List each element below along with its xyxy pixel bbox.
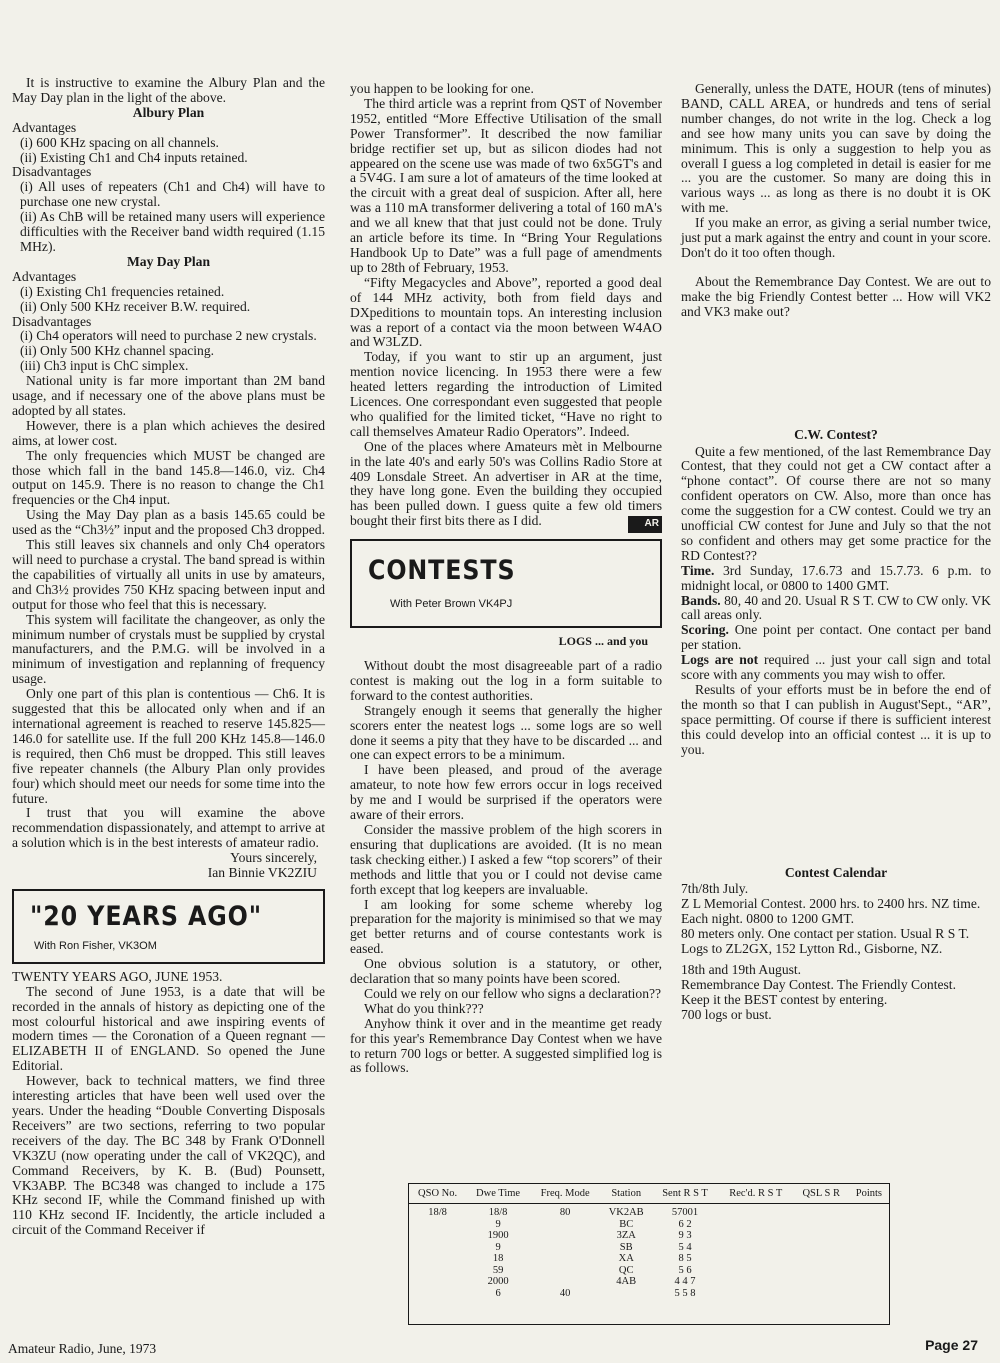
table-cell <box>794 1242 849 1254</box>
mayday-adv-item: (ii) Only 500 KHz receiver B.W. required. <box>20 298 251 314</box>
log-header-cell: QSO No. <box>409 1184 466 1204</box>
table-row <box>409 1242 889 1254</box>
table-cell: 18 <box>492 1253 504 1264</box>
mayday-dis-item: (ii) Only 500 KHz channel spacing. <box>20 343 215 359</box>
logs-label: Logs are not <box>681 652 759 668</box>
table-cell <box>849 1276 889 1288</box>
logs-paragraph: I am looking for some scheme whereby log preparation for the majority is minimised so that we may get better returns and of course contestants work is eased. <box>350 896 662 957</box>
table-cell: 3ZA <box>616 1230 636 1241</box>
twenty-paragraph: However, back to technical matters, we find three interesting articles that have been well used over the years. Under the heading “Double Converting Disposals Receivers” are two sections, referring to two popular receivers of the day. The BC 348 by Frank O'Donnell VK3ZU (now operating under the call of VK2QC), and Command Receivers, by K. B. (Bud) Pounsett, VK3ABP. The BC348 was changed to include a 175 KHz second IF, while the Command finished up with 110 KHz second IF. Incidently, the article included a circuit of the Command Receiver if <box>12 1073 325 1238</box>
logs-paragraph: Strangely enough it seems that generally the higher scorers enter the neatest logs ... some logs are so well done it seems a pity that they have to be discarded ... and one can expect errors to be a minimum. <box>350 702 662 763</box>
table-row <box>409 1219 889 1231</box>
suggested-log-table <box>408 1183 890 1325</box>
bands-text: 80, 40 and 20. Usual R S T. CW to CW only. VK call areas only. <box>681 592 991 623</box>
log-header-cell: Sent R S T <box>652 1184 718 1204</box>
contests-byline: With Peter Brown VK4PJ <box>390 598 513 611</box>
table-cell <box>794 1219 849 1231</box>
table-cell: SB <box>619 1241 633 1253</box>
contests-box <box>350 539 662 628</box>
intro-paragraph: It is instructive to examine the Albury Plan and the May Day plan in the light of the above. <box>12 75 325 105</box>
table-cell <box>794 1276 849 1288</box>
table-cell: 5 4 <box>678 1241 692 1253</box>
table-cell: 9 <box>495 1241 501 1253</box>
table-cell: 4AB <box>616 1276 637 1287</box>
calendar-line: 18th and 19th August. <box>681 961 802 977</box>
log-header-cell: Rec'd. R S T <box>718 1184 794 1204</box>
table-cell <box>794 1204 849 1219</box>
mayday-disadvantages-label: Disadvantages <box>12 313 92 329</box>
log-header-cell: Points <box>849 1184 889 1204</box>
twenty-paragraph: The second of June 1953, is a date that will be recorded in the annals of history as depicting one of the most colourful historical and awe inspiring events of modern times — the Coronation of a Queen regnant — ELIZABETH II of ENGLAND. So opened the June Editorial. <box>12 983 325 1074</box>
table-cell: XA <box>618 1253 634 1264</box>
table-row <box>409 1276 889 1288</box>
table-row <box>409 1230 889 1242</box>
table-cell <box>530 1230 600 1242</box>
table-cell <box>794 1230 849 1242</box>
table-cell <box>794 1288 849 1300</box>
contest-calendar-heading: Contest Calendar <box>784 864 888 880</box>
table-cell <box>718 1265 794 1277</box>
body-paragraph: This still leaves six channels and only Ch4 operators will need to purchase a crystal. The band spread is within the capabilities of virtually all units in use by amateurs, and Ch3½ provides 750 KHz spacing between input and output for those who feel that this is necessary. <box>12 537 325 612</box>
albury-advantages-label: Advantages <box>12 119 77 135</box>
table-row <box>409 1265 889 1277</box>
table-cell: 4 4 7 <box>674 1276 696 1287</box>
table-cell: 1900 <box>487 1230 509 1241</box>
ar-logo-icon: AR <box>628 516 662 533</box>
body-paragraph: Only one part of this plan is contentious — Ch6. It is suggested that this be allocated only when and if an international agreement is reached to reserve 145.825—146.0 for satellite use. If the full 200 KHz 145.8—146.0 is required, then Ch6 must be dropped. This still leaves five repeater channels (the Albury Plan only provides four) which should meet our needs for some time into the future. <box>12 686 325 806</box>
scoring-line <box>681 623 991 653</box>
table-cell <box>409 1265 466 1277</box>
log-header-cell: Freq. Mode <box>530 1184 600 1204</box>
table-cell <box>718 1276 794 1288</box>
table-row <box>409 1253 889 1265</box>
logs-paragraph: Without doubt the most disagreeable part of a radio contest is making out the log in a form suitable to forward to the contest authorities. <box>350 658 662 703</box>
table-cell: 5 5 8 <box>674 1287 696 1299</box>
body-paragraph: “Fifty Megacycles and Above”, reported a good deal of 144 MHz activity, both from field days and DXpeditions to mountain tops. An interesting inclusion was a report of a contact via the moon between W4AO and W3LZD. <box>350 274 662 350</box>
albury-plan-heading: Albury Plan <box>132 104 205 120</box>
albury-disadvantages-label: Disadvantages <box>12 164 92 180</box>
table-cell: 5 6 <box>678 1264 692 1276</box>
body-paragraph: I trust that you will examine the above recommendation dispassionately, and attempt to arrive at a solution which is in the best interests of amateur radio. <box>12 805 325 851</box>
table-cell <box>849 1204 889 1219</box>
body-paragraph: Using the May Day plan as a basis 145.65 could be used as the “Ch3½” input and the proposed Ch3 dropped. <box>12 507 325 538</box>
table-cell: 8 5 <box>678 1253 692 1264</box>
twenty-years-heading: TWENTY YEARS AGO, JUNE 1953. <box>12 968 223 984</box>
table-cell <box>718 1253 794 1265</box>
albury-adv-item: (i) 600 KHz spacing on all channels. <box>20 134 219 150</box>
calendar-line: Each night. 0800 to 1200 GMT. <box>681 911 855 927</box>
table-cell <box>849 1265 889 1277</box>
body-paragraph: The third article was a reprint from QST of November 1952, entitled “More Effective Utilisation of the small Power Transformer”. It described the now familiar bridge rectifier set up, but as silicon diodes had not appeared on the scene use was made of two 6x5GT's and a 5V4G. I am sure a lot of amateurs of the time looked at the circuit with a great deal of suspicion. After all, here was a 110 mA transformer delivering a total of 160 mA's and we all knew that that just could not be done. Truly an article before its time. In “Bring Your Regulations Handbook Up to Date” was a full page of amendments up to 28th of February, 1953. <box>350 95 662 275</box>
table-cell <box>530 1265 600 1277</box>
calendar-line: 700 logs or bust. <box>681 1006 772 1022</box>
continued-line: you happen to be looking for one. <box>350 81 534 96</box>
table-cell <box>718 1242 794 1254</box>
calendar-line: Z L Memorial Contest. 2000 hrs. to 2400 hrs. NZ time. <box>681 896 981 912</box>
twenty-years-ago-title: "20 YEARS AGO" <box>30 900 263 932</box>
table-cell: QC <box>618 1264 634 1276</box>
column-1 <box>12 76 325 1238</box>
twenty-years-ago-byline: With Ron Fisher, VK3OM <box>34 939 157 952</box>
twenty-years-ago-box <box>12 889 325 964</box>
calendar-line: 7th/8th July. <box>681 881 749 897</box>
logs-line <box>681 653 991 683</box>
logs-paragraph: Could we rely on our fellow who signs a declaration?? <box>364 985 662 1001</box>
albury-dis-item: (ii) As ChB will be retained many users will experience difficulties with the Receiver band width required (1.15 MHz). <box>20 209 325 254</box>
body-paragraph: The only frequencies which MUST be changed are those which fall in the band 145.8—146.0, viz. Ch4 output on 145.9. There is no reason to change the Ch1 frequencies or the Ch4 input. <box>12 447 325 508</box>
calendar-line: 80 meters only. One contact per station. Usual R S T. <box>681 926 970 942</box>
scoring-text: One point per contact. One contact per band per station. <box>681 622 991 653</box>
signature: Ian Binnie VK2ZIU <box>207 865 317 881</box>
body-paragraph: If you make an error, as giving a serial number twice, just put a mark against the entry and count in your score. Don't do it too often though. <box>681 215 991 260</box>
table-cell: 2000 <box>487 1276 509 1287</box>
body-paragraph: This system will facilitate the changeover, as only the minimum number of crystals must be supplied by crystal manufacturers, and the P.M.G. will be involved in a minimum of investigation and replanning of frequency usage. <box>12 611 325 687</box>
table-cell <box>409 1288 466 1300</box>
table-cell <box>409 1276 466 1288</box>
logs-paragraph: I have been pleased, and proud of the average amateur, to note how few errors occur in logs received by me and I would be surprised if the operators were aware of their errors. <box>350 762 662 823</box>
albury-adv-item: (ii) Existing Ch1 and Ch4 inputs retained. <box>20 149 248 165</box>
log-table <box>409 1184 889 1299</box>
body-paragraph: Today, if you want to stir up an argument, just mention novice licencing. In 1953 there were a few heated letters regarding the introduction of Limited Licences. One correspondant even suggested that people who qualified for the limited ticket, “Have no right to call themselves Amateur Radio Operators”. Indeed. <box>350 349 662 439</box>
scoring-label: Scoring. <box>681 622 729 638</box>
table-cell: 18/8 <box>428 1207 447 1218</box>
logs-heading: LOGS ... and you <box>558 634 648 649</box>
mayday-dis-item: (iii) Ch3 input is ChC simplex. <box>20 358 189 374</box>
cw-contest-heading: C.W. Contest? <box>794 426 878 442</box>
table-cell: 9 3 <box>678 1230 692 1241</box>
column-3 <box>681 82 991 1023</box>
table-cell <box>794 1265 849 1277</box>
table-cell: 59 <box>492 1264 504 1276</box>
calendar-line: Remembrance Day Contest. The Friendly Contest. <box>681 976 956 992</box>
table-cell: 57001 <box>671 1207 699 1218</box>
log-header-cell: QSL S R <box>794 1184 849 1204</box>
bands-label: Bands. <box>681 592 721 608</box>
table-cell <box>530 1276 600 1288</box>
table-cell: 40 <box>559 1287 571 1299</box>
time-label: Time. <box>681 562 715 578</box>
logs-paragraph: Anyhow think it over and in the meantime get ready for this year's Remembrance Day Contest when we have to return 700 logs or better. A suggested simplified log is as follows. <box>350 1015 662 1076</box>
table-cell <box>718 1204 794 1219</box>
logs-paragraph: Consider the massive problem of the high scorers in ensuring that duplications are avoided. (It is no mean task checking either.) I asked a few “top scorers” of their methods and little that you or I could not devise came forth except that log keepers are invaluable. <box>350 821 662 897</box>
table-cell <box>849 1230 889 1242</box>
table-cell <box>409 1219 466 1231</box>
time-line <box>681 564 991 594</box>
table-cell <box>849 1242 889 1254</box>
body-paragraph: National unity is far more important than 2M band usage, and if necessary one of the above plans must be adopted by all states. <box>12 373 325 418</box>
table-cell <box>530 1242 600 1254</box>
log-header-cell: Station <box>600 1184 652 1204</box>
calendar-line: Logs to ZL2GX, 152 Lytton Rd., Gisborne, NZ. <box>681 941 943 957</box>
table-cell <box>794 1253 849 1265</box>
log-header-cell: Dwe Time <box>466 1184 530 1204</box>
footer-page-number: Page 27 <box>925 1337 978 1353</box>
body-paragraph: Generally, unless the DATE, HOUR (tens of minutes) BAND, CALL AREA, or hundreds and tens of serial number changes, do not write in the log. Check a log and see how many units you can save by doing the minimum. This is only a suggestion to help you as overall I guess a log completed in detail is easier for me ... you are the customer. So many are doing this in various ways ... as long as there is no doubt it is OK with me. <box>681 81 991 216</box>
table-row <box>409 1288 889 1300</box>
time-text: 3rd Sunday, 17.6.73 and 15.7.73. 6 p.m. to midnight local, or 0800 to 1400 GMT. <box>681 562 991 593</box>
albury-dis-item: (i) All uses of repeaters (Ch1 and Ch4) will have to purchase one new crystal. <box>20 179 325 210</box>
table-cell: 6 2 <box>678 1218 692 1230</box>
table-cell: 18/8 <box>488 1207 508 1218</box>
table-cell: VK2AB <box>608 1207 644 1218</box>
results-paragraph: Results of your efforts must be in before the end of the month so that I can publish in August'Sept., “AR”, space permitting. Of course if there is sufficient interest this could develop into an official contest ... it is up to you. <box>681 682 991 757</box>
signoff: Yours sincerely, <box>230 850 317 866</box>
table-cell <box>718 1230 794 1242</box>
bands-line <box>681 594 991 624</box>
table-cell <box>409 1242 466 1254</box>
table-cell <box>849 1253 889 1265</box>
table-cell <box>718 1219 794 1231</box>
table-row <box>409 1204 889 1219</box>
table-cell: 9 <box>495 1218 501 1230</box>
table-cell <box>409 1253 466 1265</box>
body-paragraph: One of the places where Amateurs mèt in Melbourne in the late 40's and early 50's was Collins Radio Store at 409 Lonsdale Street. An advertiser in AR at the time, they have long gone. Even the building they occupied has been pulled down. I guess quite a few old timers bought their first bits there as I did. AR <box>350 440 662 529</box>
table-cell <box>530 1253 600 1265</box>
rd-paragraph: About the Remembrance Day Contest. We are out to make the big Friendly Contest better ... How will VK2 and VK3 make out? <box>681 273 991 319</box>
body-paragraph: However, there is a plan which achieves the desired aims, at lower cost. <box>12 417 325 448</box>
log-header-row <box>409 1184 889 1204</box>
logs-text: required ... just your call sign and total score with any comments you may wish to offer. <box>681 652 991 683</box>
contests-title: CONTESTS <box>368 555 516 587</box>
table-cell <box>718 1288 794 1300</box>
table-cell: 80 <box>559 1207 571 1218</box>
logs-paragraph: One obvious solution is a statutory, or other, declaration that so many points have been scored. <box>350 956 662 987</box>
mayday-plan-heading: May Day Plan <box>126 253 211 269</box>
mayday-adv-item: (i) Existing Ch1 frequencies retained. <box>20 283 225 299</box>
logs-paragraph: What do you think??? <box>364 1000 484 1016</box>
table-cell <box>530 1219 600 1231</box>
footer-publication: Amateur Radio, June, 1973 <box>8 1341 157 1356</box>
table-cell <box>409 1230 466 1242</box>
log-table-body <box>409 1204 889 1300</box>
calendar-line: Keep it the BEST contest by entering. <box>681 991 888 1007</box>
mayday-dis-item: (i) Ch4 operators will need to purchase 2 new crystals. <box>20 328 317 344</box>
mayday-advantages-label: Advantages <box>12 268 77 284</box>
table-cell <box>849 1288 889 1300</box>
table-cell <box>600 1288 652 1300</box>
cw-paragraph: Quite a few mentioned, of the last Remembrance Day Contest, that they could not get a CW contact after a “phone contact”. Of course there are not so many confident operators on CW. Also, more than once has come the suggestion for a CW contest. Could we try an unofficial CW contest for June and July so that the not so confident and others may get some practice for the RD Contest?? <box>681 443 991 563</box>
table-cell: BC <box>619 1218 634 1230</box>
column-2 <box>350 82 662 1076</box>
table-cell <box>849 1219 889 1231</box>
table-cell: 6 <box>495 1287 501 1299</box>
